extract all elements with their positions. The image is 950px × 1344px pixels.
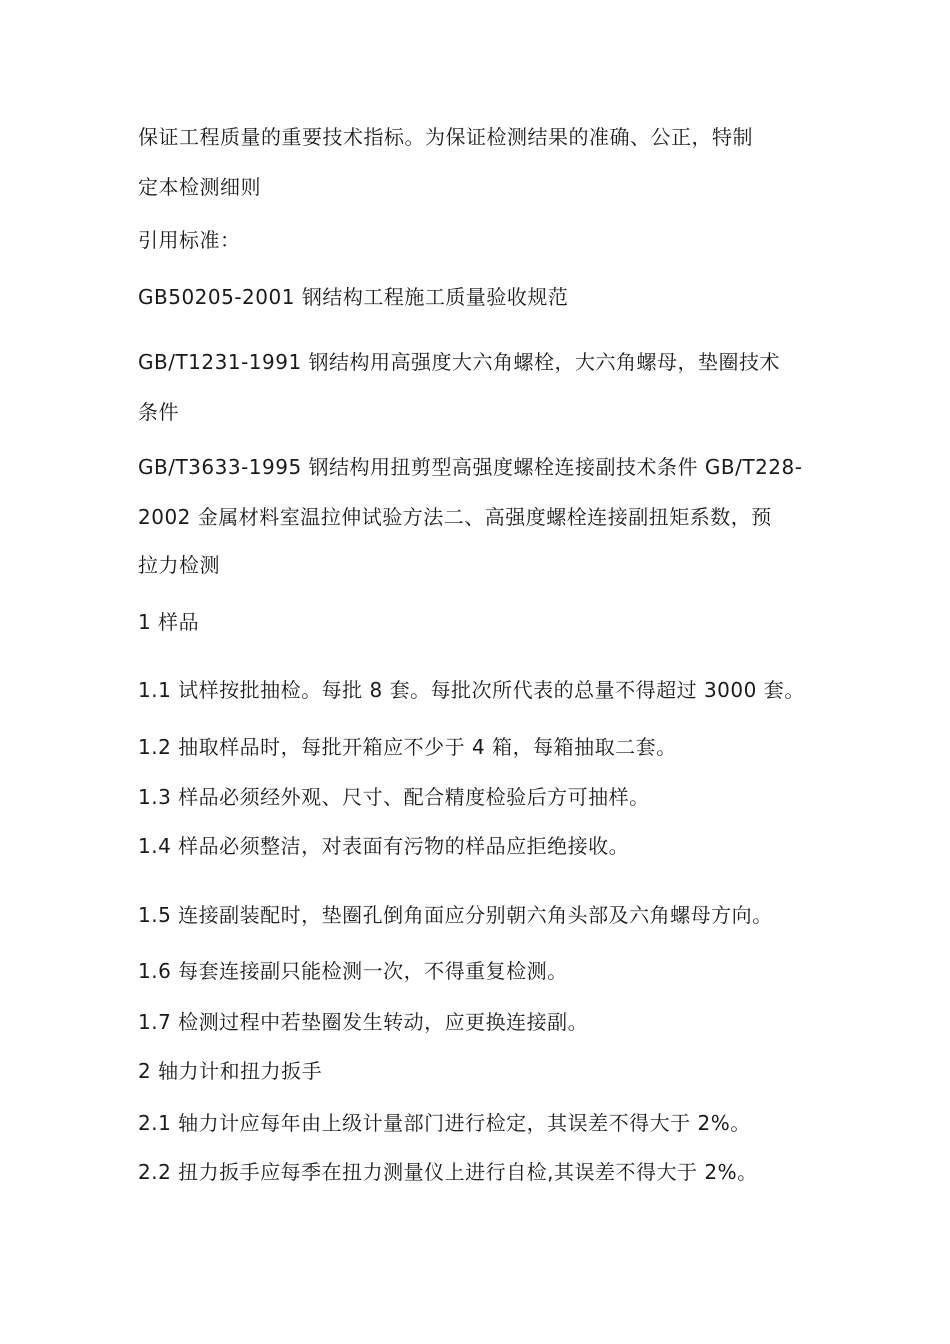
standard-gb50205: GB50205-2001 钢结构工程施工质量验收规范: [138, 285, 569, 309]
item-1-7: 1.7 检测过程中若垫圈发生转动，应更换连接副。: [138, 1010, 589, 1034]
paragraph-intro-line-1: 保证工程质量的重要技术指标。为保证检测结果的准确、公正，特制: [138, 125, 753, 149]
cited-standards-heading: 引用标准：: [138, 228, 241, 252]
standard-gbt1231-line-2: 条件: [138, 400, 179, 424]
paragraph-intro-line-2: 定本检测细则: [138, 175, 261, 199]
standard-gbt3633-line-1: GB/T3633-1995 钢结构用扭剪型高强度螺栓连接副技术条件 GB/T228-: [138, 455, 803, 479]
heading-1-samples: 1 样品: [138, 610, 200, 634]
item-1-4: 1.4 样品必须整洁，对表面有污物的样品应拒绝接收。: [138, 834, 630, 858]
heading-2-axial-force-meter: 2 轴力计和扭力扳手: [138, 1059, 323, 1083]
item-2-2: 2.2 扭力扳手应每季在扭力测量仪上进行自检,其误差不得大于 2%。: [138, 1160, 758, 1184]
item-1-1: 1.1 试样按批抽检。每批 8 套。每批次所代表的总量不得超过 3000 套。: [138, 678, 805, 702]
item-2-1: 2.1 轴力计应每年由上级计量部门进行检定，其误差不得大于 2%。: [138, 1111, 751, 1135]
item-1-3: 1.3 样品必须经外观、尺寸、配合精度检验后方可抽样。: [138, 785, 650, 809]
item-1-6: 1.6 每套连接副只能检测一次，不得重复检测。: [138, 959, 568, 983]
section-title-line-3: 拉力检测: [138, 553, 220, 577]
item-1-5: 1.5 连接副装配时，垫圈孔倒角面应分别朝六角头部及六角螺母方向。: [138, 903, 773, 927]
standard-gbt228-line-2: 2002 金属材料室温拉伸试验方法二、高强度螺栓连接副扭矩系数，预: [138, 505, 772, 529]
item-1-2: 1.2 抽取样品时，每批开箱应不少于 4 箱，每箱抽取二套。: [138, 735, 677, 759]
standard-gbt1231-line-1: GB/T1231-1991 钢结构用高强度大六角螺栓，大六角螺母，垫圈技术: [138, 350, 781, 374]
